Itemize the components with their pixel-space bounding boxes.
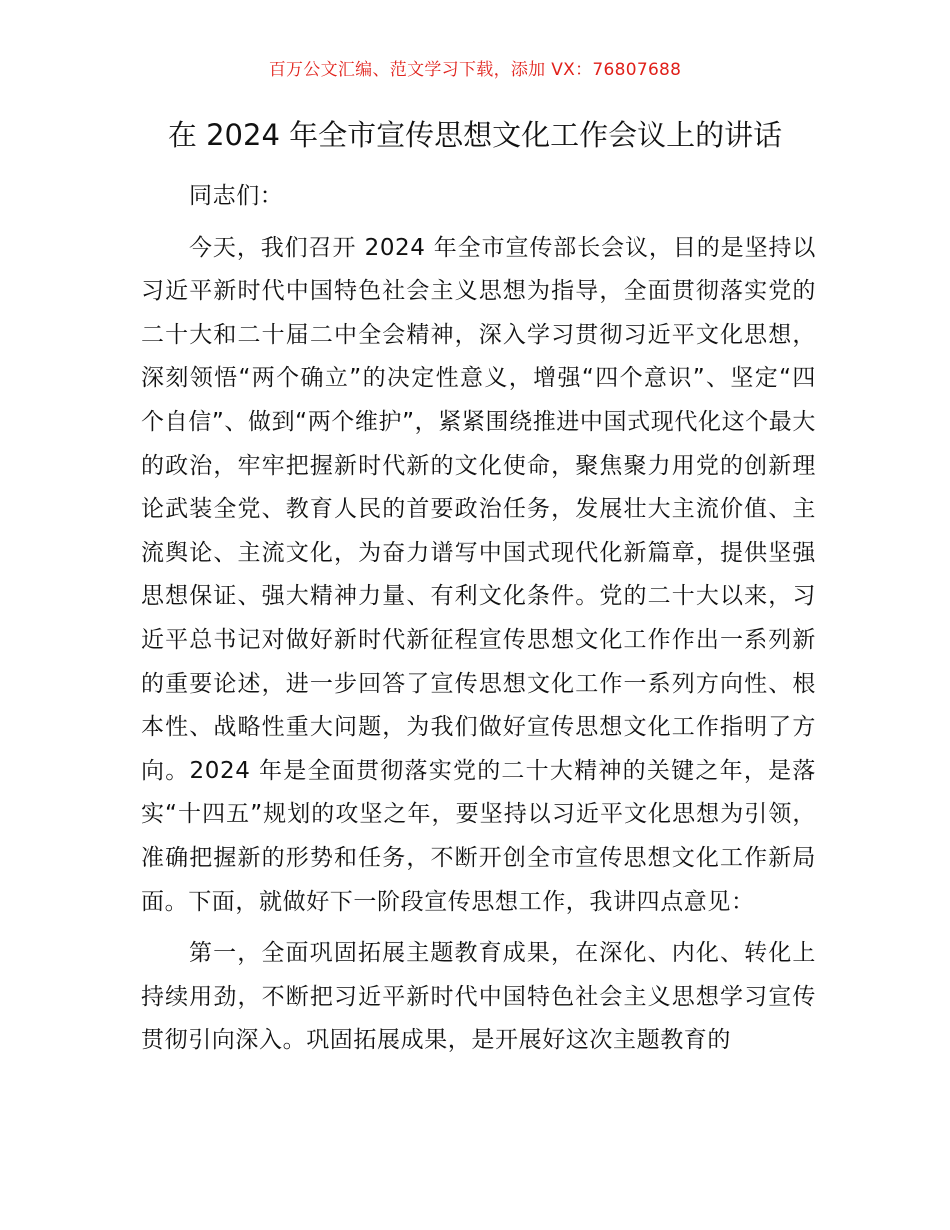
promo-header-note: 百万公文汇编、范文学习下载，添加 VX：76807688: [268, 60, 682, 80]
greeting-line: 同志们：: [189, 183, 284, 209]
document-body: [141, 175, 816, 1063]
body-paragraph: 今天，我们召开 2024 年全市宣传部长会议，目的是坚持以习近平新时代中国特色社会主义思想为指导，全面贯彻落实党的二十大和二十届二中全会精神，深入学习贯彻习近平文化思想，深刻领悟“两个确立”的决定性意义，增强“四个意识”、坚定“四个自信”、做到“两个维护”，紧紧围绕推进中国式现代化这个最大的政治，牢牢把握新时代新的文化使命，聚焦聚力用党的创新理论武装全党、教育人民的首要政治任务，发展壮大主流价值、主流舆论、主流文化，为奋力谱写中国式现代化新篇章，提供坚强思想保证、强大精神力量、有利文化条件。党的二十大以来，习近平总书记对做好新时代新征程宣传思想文化工作作出一系列新的重要论述，进一步回答了宣传思想文化工作一系列方向性、根本性、战略性重大问题，为我们做好宣传思想文化工作指明了方向。2024 年是全面贯彻落实党的二十大精神的关键之年，是落实“十四五”规划的攻坚之年，要坚持以习近平文化思想为引领，准确把握新的形势和任务，不断开创全市宣传思想文化工作新局面。下面，就做好下一阶段宣传思想工作，我讲四点意见：: [141, 234, 816, 915]
body-paragraph: 第一，全面巩固拓展主题教育成果，在深化、内化、转化上持续用劲，不断把习近平新时代中国特色社会主义思想学习宣传贯彻引向深入。巩固拓展成果，是开展好这次主题教育的: [141, 940, 816, 1054]
document-title: 在 2024 年全市宣传思想文化工作会议上的讲话: [167, 118, 783, 152]
